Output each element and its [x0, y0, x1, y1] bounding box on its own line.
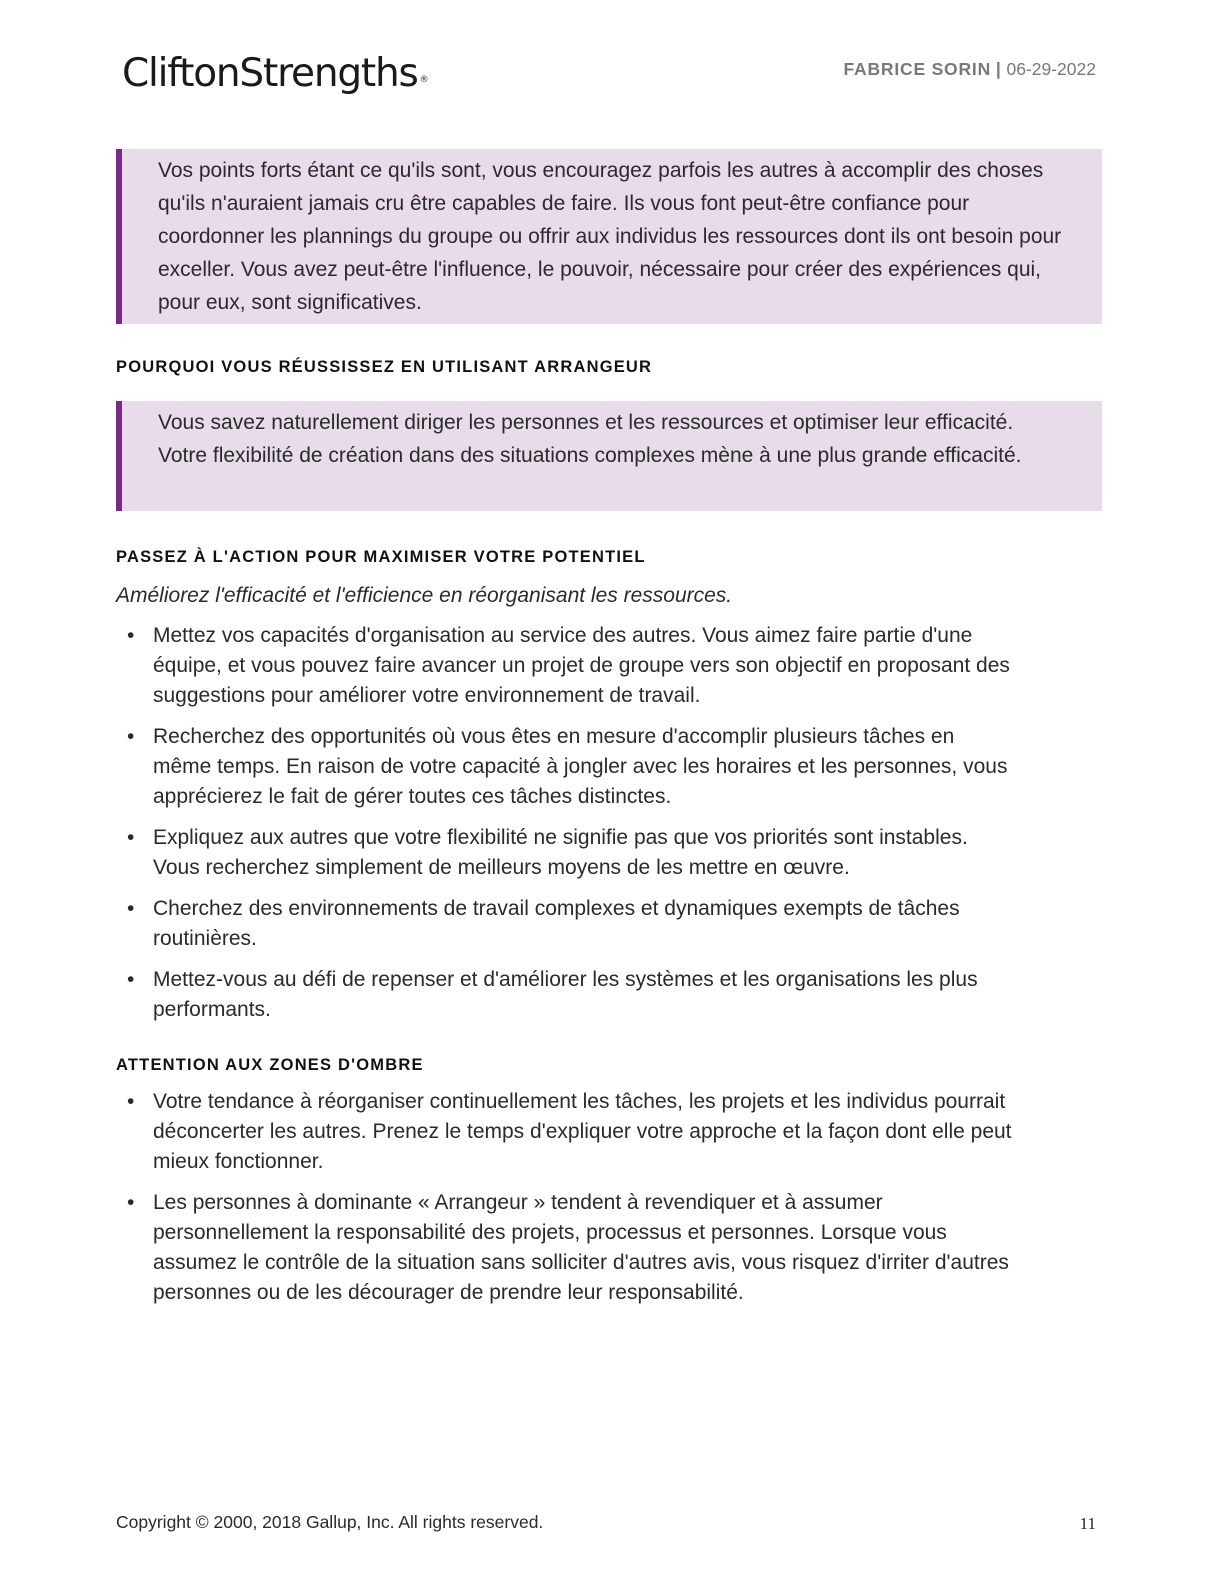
- registered-mark: ®: [419, 75, 429, 85]
- bullet-icon: •: [127, 725, 135, 748]
- list-item-text: Cherchez des environnements de travail complexes et dynamiques exempts de tâches routinières.: [153, 897, 960, 950]
- bullet-icon: •: [127, 624, 135, 647]
- blind-spots-list: [116, 1087, 1016, 1319]
- why-you-succeed-callout: Vous savez naturellement diriger les personnes et les ressources et optimiser leur efficacité. Votre flexibilité de création dans des situations complexes mène à une plus grande efficacité.: [116, 401, 1102, 511]
- list-item-text: Recherchez des opportunités où vous êtes en mesure d'accomplir plusieurs tâches en même temps. En raison de votre capacité à jongler avec les horaires et les personnes, vous apprécierez le fait de gérer toutes ces tâches distinctes.: [153, 725, 1008, 808]
- bullet-icon: •: [127, 1090, 135, 1113]
- list-item-text: Mettez vos capacités d'organisation au service des autres. Vous aimez faire partie d'une équipe, et vous pouvez faire avancer un projet de groupe vers son objectif en proposant des suggestions pour améliorer votre environnement de travail.: [153, 624, 1010, 707]
- report-date: 06-29-2022: [1006, 59, 1096, 79]
- report-meta: [844, 57, 1096, 81]
- take-action-subtitle: Améliorez l'efficacité et l'efficience en réorganisant les ressources.: [116, 584, 733, 607]
- bullet-icon: •: [127, 897, 135, 920]
- list-item-text: Mettez-vous au défi de repenser et d'améliorer les systèmes et les organisations les plus performants.: [153, 968, 978, 1021]
- list-item: [116, 722, 1016, 812]
- action-items-list: [116, 621, 1016, 1036]
- take-action-heading: PASSEZ À L'ACTION POUR MAXIMISER VOTRE POTENTIEL: [116, 548, 646, 566]
- page-number: 11: [1079, 1514, 1096, 1533]
- logo-text: CliftonStrengths: [122, 51, 418, 96]
- list-item: [116, 823, 1016, 883]
- report-owner-name: FABRICE SORIN: [843, 59, 992, 79]
- list-item-text: Les personnes à dominante « Arrangeur » tendent à revendiquer et à assumer personnellement la responsabilité des projets, processus et personnes. Lorsque vous assumez le contrôle de la situation sans solliciter d'autres avis, vous risquez d'irriter d'autres personnes ou de les décourager de prendre leur responsabilité.: [153, 1191, 1009, 1304]
- theme-insight-callout: Vos points forts étant ce qu'ils sont, vous encouragez parfois les autres à accomplir des choses qu'ils n'auraient jamais cru être capables de faire. Ils vous font peut-être confiance pour coordonner les plannings du groupe ou offrir aux individus les ressources dont ils ont besoin pour exceller. Vous avez peut-être l'influence, le pouvoir, nécessaire pour créer des expériences qui, pour eux, sont significatives.: [116, 149, 1102, 324]
- list-item: [116, 965, 1016, 1025]
- list-item: [116, 1087, 1016, 1177]
- bullet-icon: •: [127, 826, 135, 849]
- meta-separator: |: [995, 59, 1002, 79]
- list-item: [116, 621, 1016, 711]
- blind-spots-heading: ATTENTION AUX ZONES D'OMBRE: [116, 1056, 424, 1074]
- list-item: [116, 1188, 1016, 1308]
- why-you-succeed-heading: POURQUOI VOUS RÉUSSISSEZ EN UTILISANT ARRANGEUR: [116, 358, 653, 376]
- list-item-text: Votre tendance à réorganiser continuellement les tâches, les projets et les individus pourrait déconcerter les autres. Prenez le temps d'expliquer votre approche et la façon dont elle peut mieux fonctionner.: [153, 1090, 1012, 1173]
- bullet-icon: •: [127, 968, 135, 991]
- copyright-notice: Copyright © 2000, 2018 Gallup, Inc. All rights reserved.: [116, 1512, 544, 1532]
- list-item-text: Expliquez aux autres que votre flexibilité ne signifie pas que vos priorités sont instables. Vous recherchez simplement de meilleurs moyens de les mettre en œuvre.: [153, 826, 968, 879]
- list-item: [116, 894, 1016, 954]
- bullet-icon: •: [127, 1191, 135, 1214]
- logo: [122, 50, 429, 98]
